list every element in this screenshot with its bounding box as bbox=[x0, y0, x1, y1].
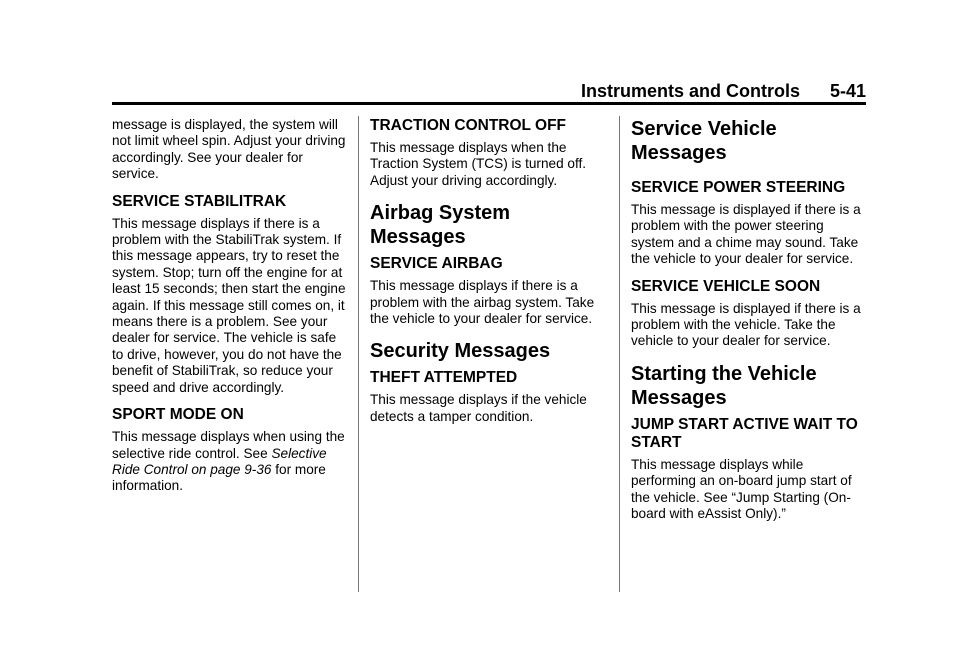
heading-service-stabilitrak: SERVICE STABILITRAK bbox=[112, 192, 287, 210]
paragraph-traction-control-off: This message displays when the Traction System (TCS) is turned off. Adjust your driving accordingly. bbox=[370, 140, 587, 188]
paragraph-service-airbag: This message displays if there is a problem with the airbag system. Take the vehicle to your dealer for service. bbox=[370, 278, 595, 327]
heading-theft-attempted: THEFT ATTEMPTED bbox=[370, 369, 518, 387]
heading-starting-the-vehicle-messages: Starting the Vehicle Messages bbox=[631, 362, 817, 409]
column-right bbox=[631, 117, 868, 532]
cross-reference-link[interactable]: Selective Ride Control on page 9-36 bbox=[112, 445, 327, 477]
running-header bbox=[112, 80, 866, 102]
column-left bbox=[112, 117, 349, 495]
heading-airbag-system-messages: Airbag System Messages bbox=[370, 202, 511, 249]
heading-service-power-steering: SERVICE POWER STEERING bbox=[631, 179, 846, 196]
paragraph-sport-mode-on bbox=[112, 429, 349, 495]
sport-mode-text-after: for more information. bbox=[112, 461, 326, 494]
heading-service-vehicle-messages: Service Vehicle Messages bbox=[631, 118, 777, 164]
paragraph-service-vehicle-soon: This message is displayed if there is a problem with the vehicle. Take the vehicle to your dealer for service. bbox=[631, 300, 861, 349]
heading-service-airbag: SERVICE AIRBAG bbox=[370, 255, 503, 273]
page-number: 5-41 bbox=[829, 81, 866, 101]
paragraph-service-power-steering: This message is displayed if there is a problem with the power steering system and a chime may sound. Take the vehicle to your dealer for service. bbox=[631, 202, 861, 267]
heading-traction-control-off: TRACTION CONTROL OFF bbox=[370, 117, 567, 134]
column-divider bbox=[358, 116, 359, 592]
header-rule bbox=[112, 102, 866, 105]
column-middle bbox=[370, 117, 607, 435]
paragraph-theft-attempted: This message displays if the vehicle detects a tamper condition. bbox=[370, 392, 587, 424]
paragraph-jump-start-active: This message displays while performing an on-board jump start of the vehicle. See “Jump Starting (On-board with eAssist Only).” bbox=[631, 456, 852, 522]
sport-mode-text: This message displays when using the selective ride control. See bbox=[112, 429, 345, 461]
heading-security-messages: Security Messages bbox=[370, 340, 551, 363]
heading-service-vehicle-soon: SERVICE VEHICLE SOON bbox=[631, 277, 821, 295]
section-title: Instruments and Controls bbox=[580, 81, 800, 101]
continued-paragraph: message is displayed, the system will not limit wheel spin. Adjust your driving accordingly. See your dealer for service. bbox=[112, 117, 346, 182]
paragraph-service-stabilitrak: This message displays if there is a problem with the StabiliTrak system. If this message appears, try to reset the system. Stop; turn off the engine for at least 15 seconds; then start the engine again. If this message still comes on, it means there is a problem. See your dealer for service. The vehicle is safe to drive, however, you do not have the benefit of StabiliTrak, so reduce your speed and drive accordingly. bbox=[112, 215, 346, 395]
heading-sport-mode-on: SPORT MODE ON bbox=[112, 406, 244, 424]
column-divider bbox=[619, 116, 620, 592]
heading-jump-start-active: JUMP START ACTIVE WAIT TO START bbox=[631, 415, 858, 451]
